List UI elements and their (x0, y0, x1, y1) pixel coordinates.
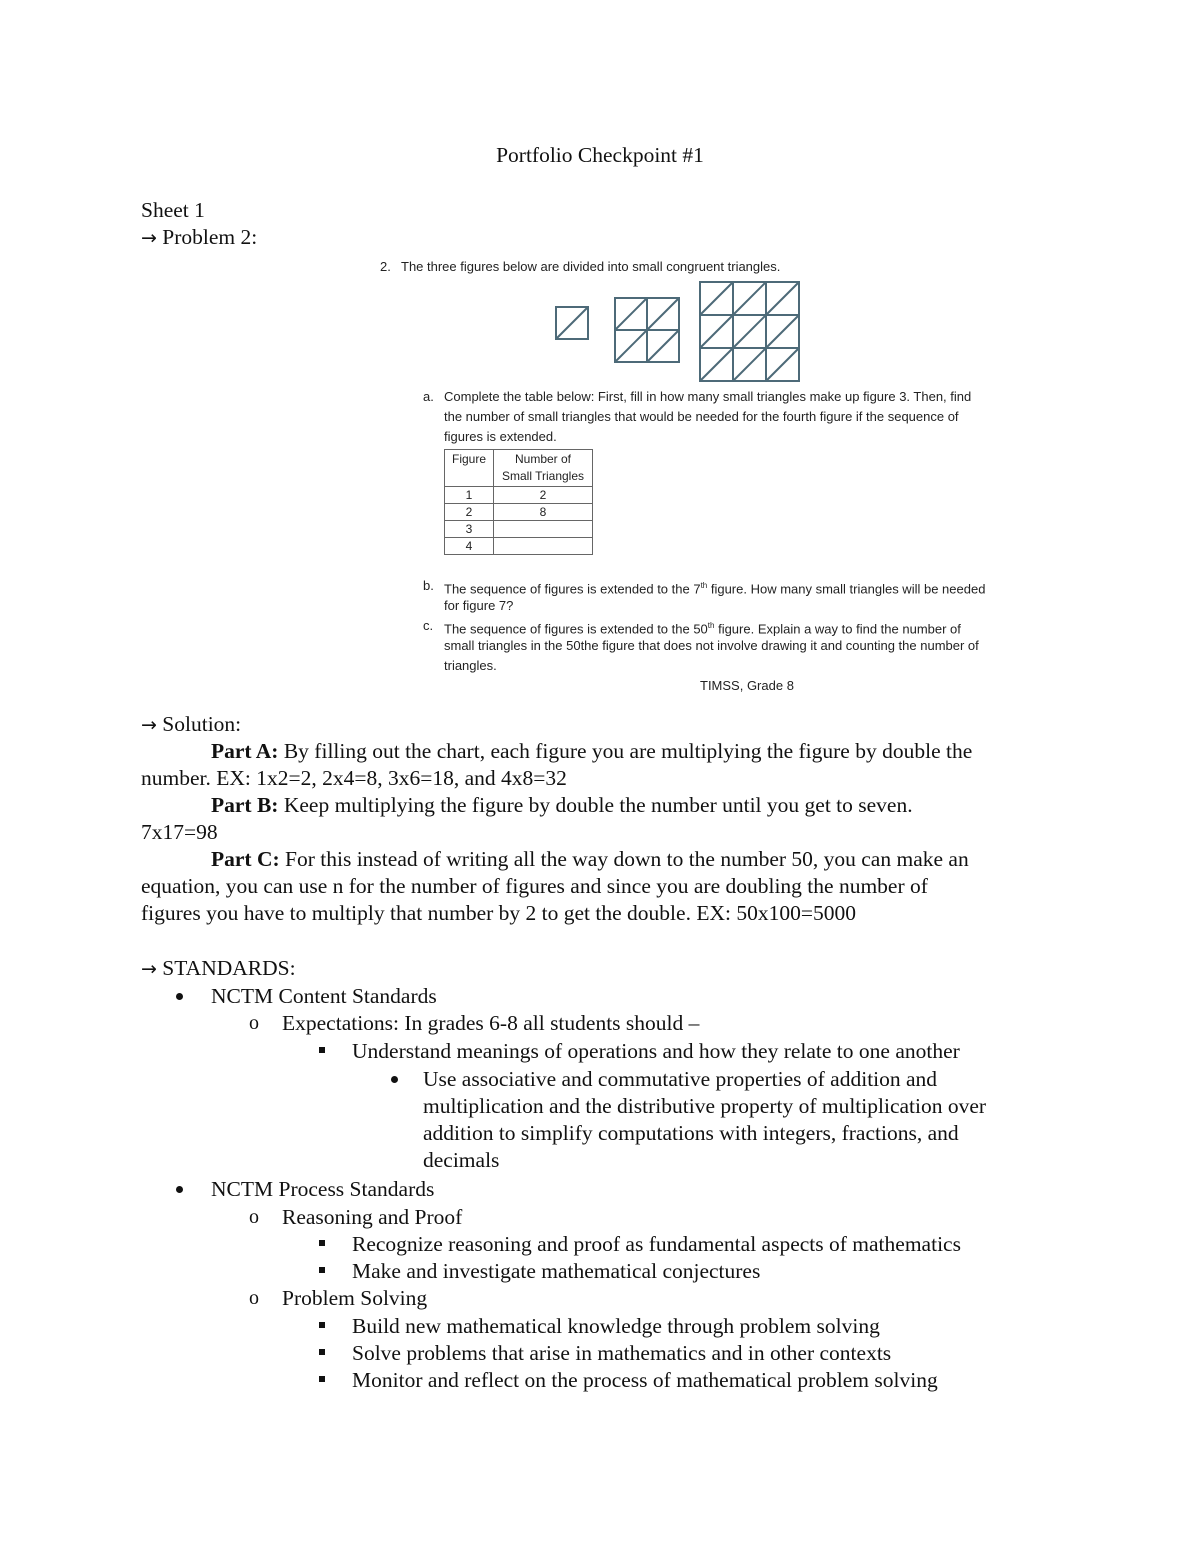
square-bullet-icon (319, 1047, 325, 1053)
header-number-line-2: Small Triangles (501, 469, 585, 483)
solution-part-b-line-2: 7x17=98 (141, 820, 218, 844)
header-number (494, 450, 593, 487)
part-b-line-1-start: The sequence of figures is extended to the 7 (444, 581, 701, 597)
solution-part-c-line-1 (211, 846, 969, 873)
solution-label: Solution: (162, 712, 242, 736)
triangle-figures (550, 278, 810, 386)
problem-number: 2. (380, 259, 391, 274)
part-a-line-1: Complete the table below: First, fill in how many small triangles make up figure 3. Then, find (444, 389, 972, 404)
expectations-text: Expectations: In grades 6-8 all students should – (282, 1011, 700, 1035)
solution-part-a-line-2: number. EX: 1x2=2, 2x4=8, 3x6=18, and 4x8=32 (141, 766, 567, 790)
part-c-text: For this instead of writing all the way down to the number 50, you can make an (279, 847, 969, 871)
part-b-line-2: for figure 7? (444, 598, 514, 613)
use-properties-line-3: addition to simplify computations with integers, fractions, and (423, 1121, 959, 1145)
page-title: Portfolio Checkpoint #1 (496, 143, 704, 167)
cell-count (494, 538, 593, 555)
reasoning-title: Reasoning and Proof (282, 1205, 463, 1229)
table-header-row (445, 450, 593, 487)
problem-intro: The three figures below are divided into small congruent triangles. (401, 259, 781, 274)
bullet-icon (391, 1076, 398, 1083)
part-c-line-2: small triangles in the 50the figure that does not involve drawing it and counting the number of (444, 638, 979, 653)
part-a-line-3: figures is extended. (444, 429, 557, 444)
cell-figure: 3 (445, 521, 494, 538)
cell-count (494, 521, 593, 538)
part-c-line-1-start: The sequence of figures is extended to the 50 (444, 621, 708, 637)
problem-solving-item: Build new mathematical knowledge through problem solving (352, 1314, 880, 1338)
part-a-line-2: the number of small triangles that would be needed for the fourth figure if the sequence of (444, 409, 959, 424)
header-number-line-1: Number of (514, 452, 572, 466)
standards-label: STANDARDS: (162, 956, 296, 980)
cell-count: 2 (494, 487, 593, 504)
problem-solving-title: Problem Solving (282, 1286, 428, 1310)
part-b-text: Keep multiplying the figure by double the number until you get to seven. (278, 793, 913, 817)
arrow-icon: → (141, 958, 157, 980)
figure-3 (700, 282, 799, 381)
triangle-table (444, 449, 593, 555)
square-bullet-icon (319, 1322, 325, 1328)
part-a-label: Part A: (211, 739, 279, 763)
understand-text: Understand meanings of operations and how they relate to one another (352, 1039, 960, 1063)
part-b-line-1 (444, 576, 985, 599)
solution-part-c-line-3: figures you have to multiply that number by 2 to get the double. EX: 50x100=5000 (141, 901, 856, 925)
solution-part-b-line-1 (211, 792, 913, 819)
header-figure: Figure (445, 450, 494, 487)
solution-part-a-line-1 (211, 738, 972, 765)
sub-bullet-icon: o (249, 1206, 259, 1228)
figure-1 (556, 307, 588, 339)
arrow-icon: → (141, 227, 157, 249)
part-b-line-1-end: figure. How many small triangles will be needed (707, 581, 986, 597)
source-citation: TIMSS, Grade 8 (700, 678, 794, 693)
part-a-marker: a. (423, 389, 434, 404)
part-b-superscript: th (700, 581, 708, 590)
use-properties-line-4: decimals (423, 1148, 500, 1172)
content-standards-title: NCTM Content Standards (211, 984, 437, 1008)
solution-heading (141, 711, 241, 739)
table-row (445, 538, 593, 555)
figure-2 (615, 298, 679, 362)
sub-bullet-icon: o (249, 1012, 259, 1034)
problem-heading (141, 224, 257, 252)
process-standards-title: NCTM Process Standards (211, 1177, 435, 1201)
cell-figure: 4 (445, 538, 494, 555)
solution-part-c-line-2: equation, you can use n for the number of figures and since you are doubling the number of (141, 874, 928, 898)
part-b-marker: b. (423, 578, 434, 593)
sheet-label: Sheet 1 (141, 198, 205, 222)
arrow-icon: → (141, 714, 157, 736)
problem-solving-item: Monitor and reflect on the process of mathematical problem solving (352, 1368, 938, 1392)
square-bullet-icon (319, 1376, 325, 1382)
table-row (445, 487, 593, 504)
square-bullet-icon (319, 1267, 325, 1273)
bullet-icon (176, 1186, 183, 1193)
use-properties-line-2: multiplication and the distributive property of multiplication over (423, 1094, 987, 1118)
problem-label: Problem 2: (162, 225, 258, 249)
part-b-label: Part B: (211, 793, 279, 817)
use-properties-line-1: Use associative and commutative properties of addition and (423, 1067, 938, 1091)
reasoning-item: Make and investigate mathematical conjectures (352, 1259, 761, 1283)
part-c-line-3: triangles. (444, 658, 497, 673)
part-c-superscript: th (707, 621, 715, 630)
part-c-marker: c. (423, 618, 434, 633)
square-bullet-icon (319, 1240, 325, 1246)
part-c-label: Part C: (211, 847, 280, 871)
sub-bullet-icon: o (249, 1287, 259, 1309)
part-a-text: By filling out the chart, each figure you are multiplying the figure by double the (278, 739, 973, 763)
problem-solving-item: Solve problems that arise in mathematics and in other contexts (352, 1341, 892, 1365)
bullet-icon (176, 993, 183, 1000)
part-c-line-1-end: figure. Explain a way to find the number of (714, 621, 961, 637)
cell-count: 8 (494, 504, 593, 521)
table-row (445, 504, 593, 521)
table-row (445, 521, 593, 538)
reasoning-item: Recognize reasoning and proof as fundamental aspects of mathematics (352, 1232, 961, 1256)
square-bullet-icon (319, 1349, 325, 1355)
cell-figure: 1 (445, 487, 494, 504)
cell-figure: 2 (445, 504, 494, 521)
standards-heading (141, 955, 296, 983)
